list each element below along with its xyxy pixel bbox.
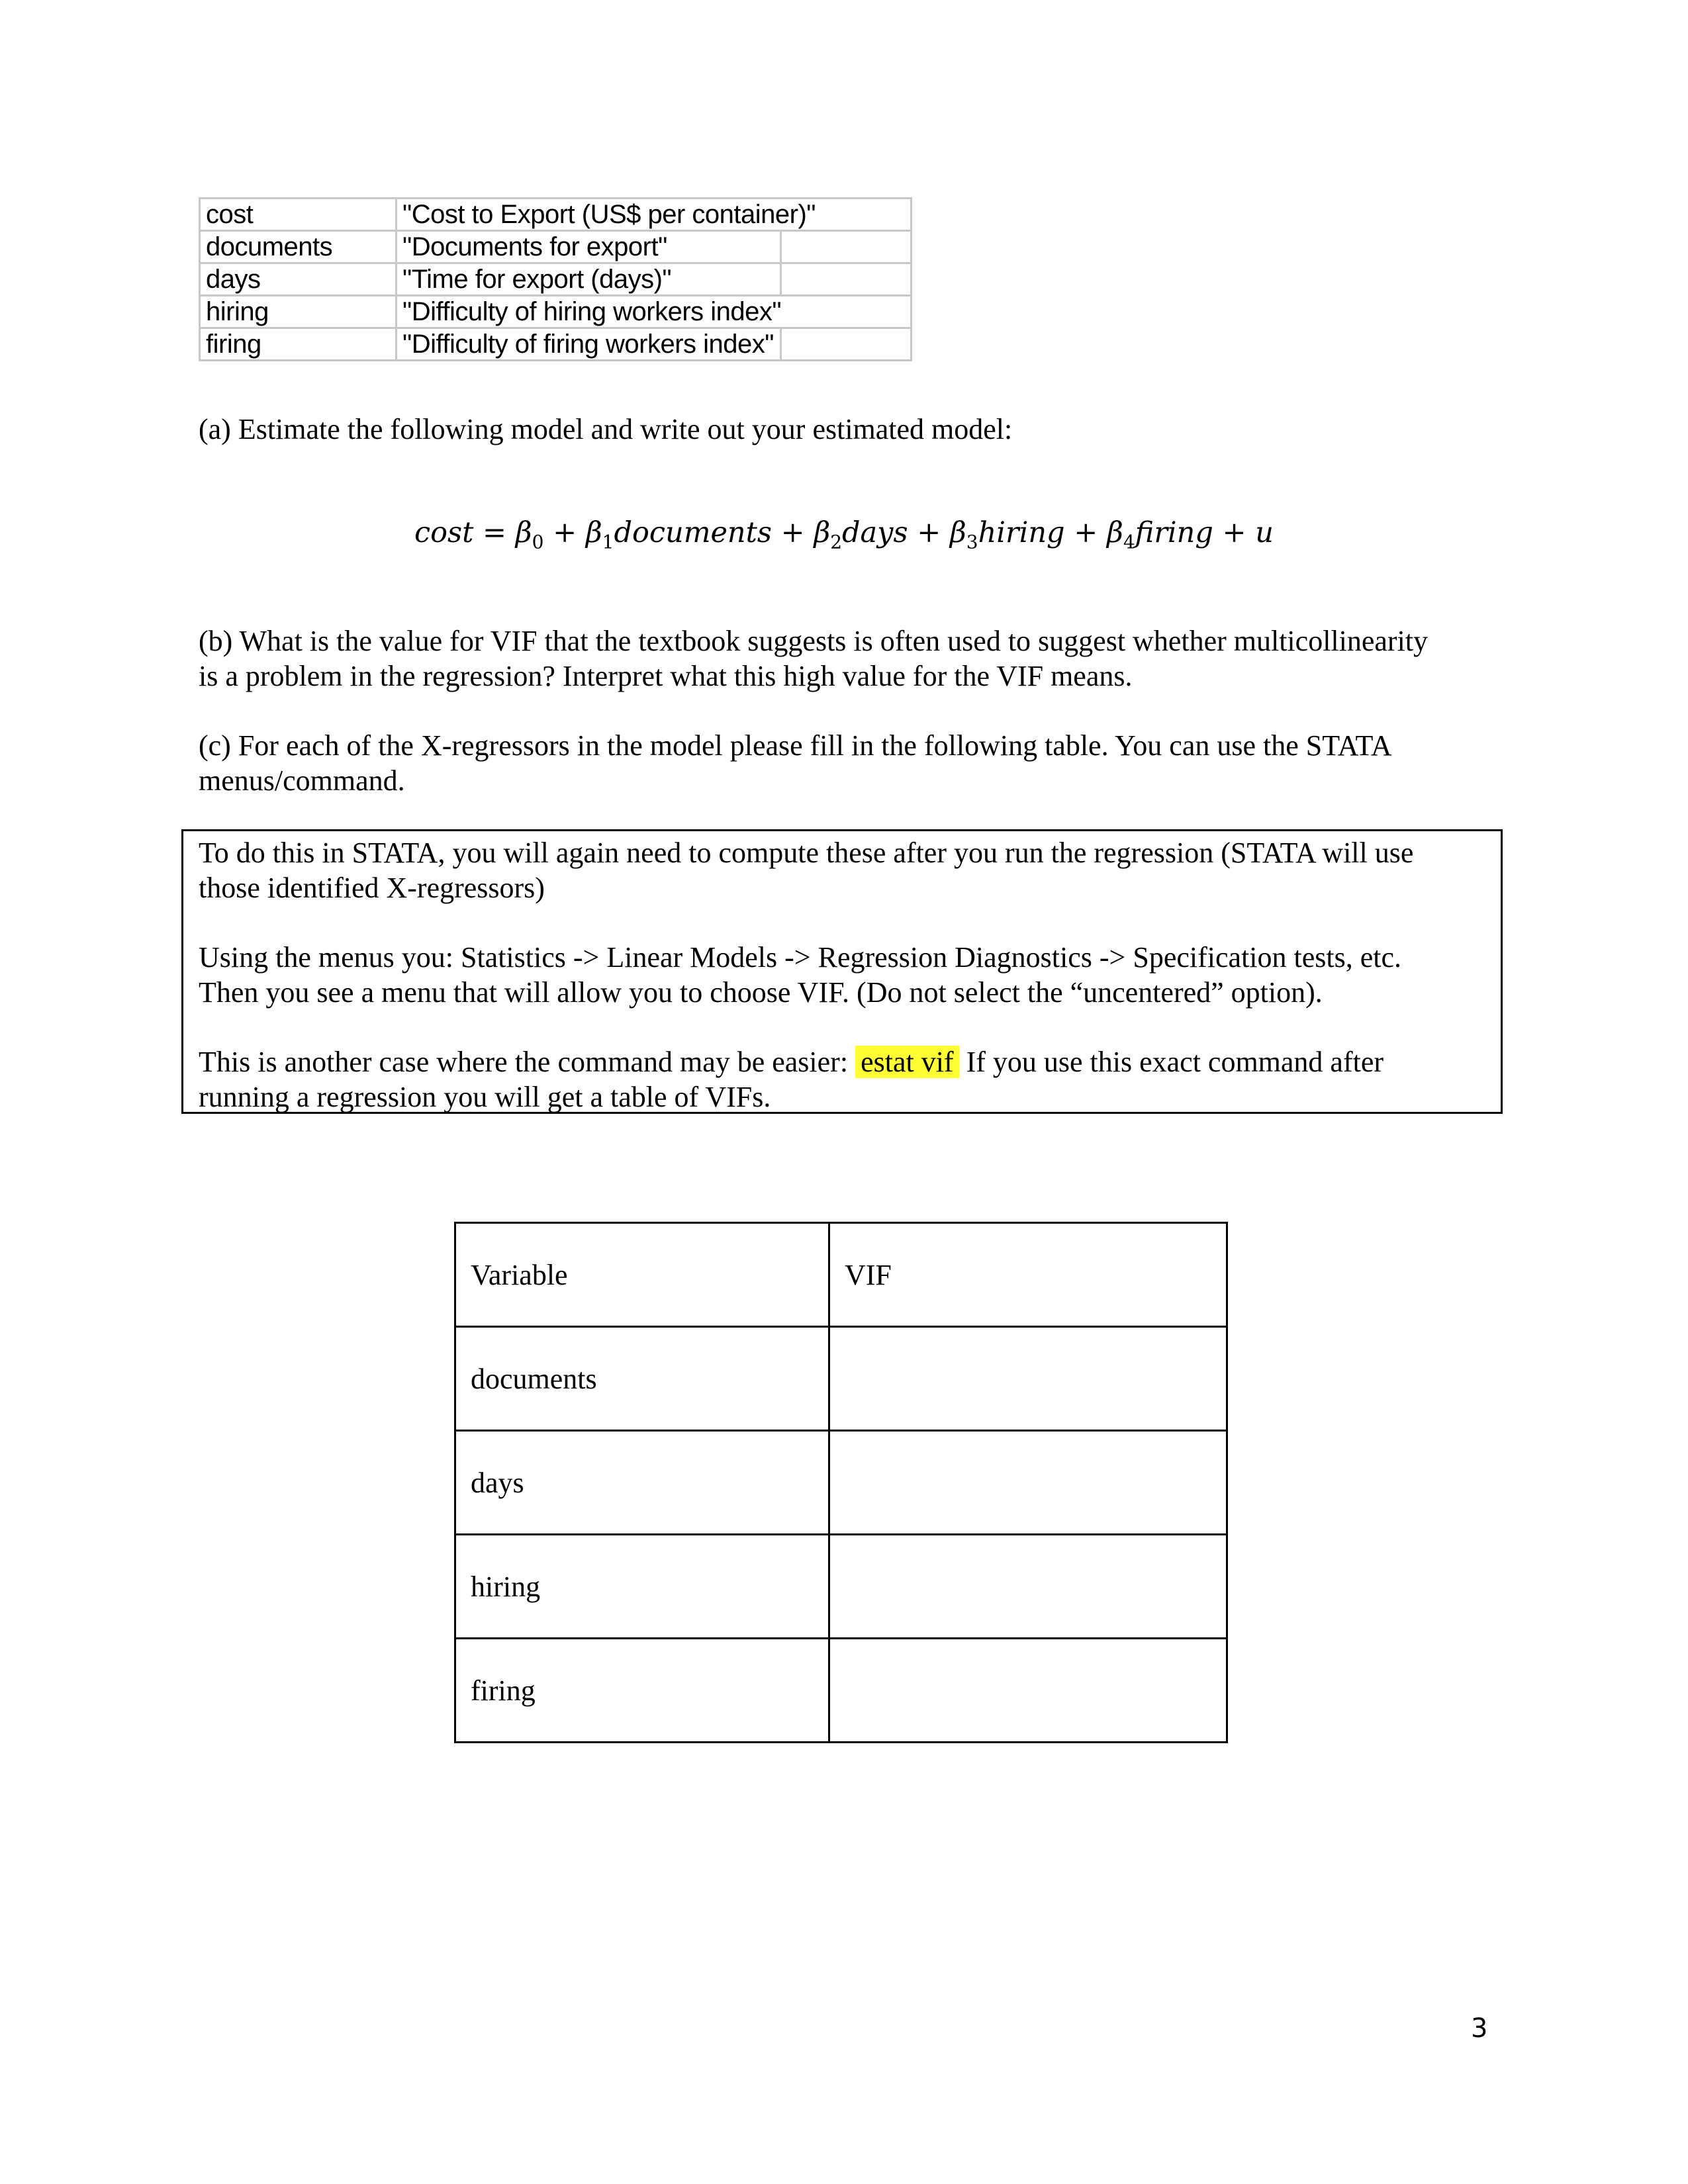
variables-table xyxy=(199,197,912,361)
row-variable: hiring xyxy=(455,1535,829,1639)
instructions-paragraph-1 xyxy=(199,835,1413,905)
eq-beta3-sub: 3 xyxy=(966,531,978,553)
variable-label: "Documents for export" xyxy=(397,231,781,263)
table-row xyxy=(200,328,912,361)
eq-var2: days xyxy=(842,516,908,549)
eq-plus: + xyxy=(1064,516,1107,549)
eq-error: u xyxy=(1255,516,1274,549)
variable-name: documents xyxy=(200,231,397,263)
instructions-text: those identified X-regressors) xyxy=(199,872,545,904)
variable-label: "Time for export (days)" xyxy=(397,263,781,296)
vif-table xyxy=(454,1222,1228,1743)
eq-equals: = xyxy=(473,516,516,549)
table-row xyxy=(200,263,912,296)
regression-equation xyxy=(0,516,1688,553)
row-variable: firing xyxy=(455,1639,829,1743)
row-vif-input[interactable] xyxy=(829,1639,1227,1743)
question-b-line1: (b) What is the value for VIF that the textbook suggests is often used to suggest whether multicollinearity xyxy=(199,625,1429,657)
header-variable: Variable xyxy=(455,1223,829,1327)
question-b xyxy=(199,623,1428,694)
question-c xyxy=(199,728,1392,798)
eq-beta1-sub: 1 xyxy=(602,531,614,553)
instructions-text: If you use this exact command after xyxy=(966,1046,1384,1078)
row-vif-input[interactable] xyxy=(829,1431,1227,1535)
page-number: 3 xyxy=(1471,2013,1488,2044)
row-variable: documents xyxy=(455,1327,829,1431)
table-header-row xyxy=(455,1223,1227,1327)
question-a: (a) Estimate the following model and write out your estimated model: xyxy=(199,413,1013,445)
row-variable: days xyxy=(455,1431,829,1535)
variable-label: "Cost to Export (US$ per container)" xyxy=(397,199,912,231)
variable-label: "Difficulty of hiring workers index" xyxy=(397,296,912,328)
question-c-line2: menus/command. xyxy=(199,764,405,797)
instructions-text: Using the menus you: Statistics -> Linear Models -> Regression Diagnostics -> Specification tests, etc. xyxy=(199,941,1402,974)
variable-name: cost xyxy=(200,199,397,231)
eq-beta1: β xyxy=(585,516,602,549)
instructions-paragraph-2 xyxy=(199,940,1401,1010)
eq-beta0: β xyxy=(515,516,532,549)
variable-name: days xyxy=(200,263,397,296)
table-row xyxy=(455,1535,1227,1639)
row-vif-input[interactable] xyxy=(829,1535,1227,1639)
instructions-text: Then you see a menu that will allow you to choose VIF. (Do not select the “uncentered” option). xyxy=(199,976,1323,1009)
table-row xyxy=(200,199,912,231)
empty-cell xyxy=(781,328,912,361)
instructions-paragraph-3 xyxy=(199,1044,1383,1115)
row-vif-input[interactable] xyxy=(829,1327,1227,1431)
instructions-text: This is another case where the command may be easier: xyxy=(199,1046,849,1078)
question-c-line1: (c) For each of the X-regressors in the model please fill in the following table. You can use the STATA xyxy=(199,729,1392,762)
question-b-line2: is a problem in the regression? Interpret what this high value for the VIF means. xyxy=(199,660,1133,692)
variable-label: "Difficulty of firing workers index" xyxy=(397,328,781,361)
eq-beta4-sub: 4 xyxy=(1123,531,1135,553)
eq-beta3: β xyxy=(949,516,966,549)
instructions-text: To do this in STATA, you will again need to compute these after you run the regression (STATA will use xyxy=(199,837,1414,869)
eq-var4: firing xyxy=(1135,516,1213,549)
eq-plus: + xyxy=(908,516,950,549)
empty-cell xyxy=(781,263,912,296)
eq-plus: + xyxy=(1213,516,1256,549)
eq-plus: + xyxy=(771,516,814,549)
empty-cell xyxy=(781,231,912,263)
variable-name: firing xyxy=(200,328,397,361)
eq-plus: + xyxy=(543,516,586,549)
eq-beta2: β xyxy=(814,516,831,549)
variable-name: hiring xyxy=(200,296,397,328)
table-row xyxy=(455,1327,1227,1431)
table-row xyxy=(200,296,912,328)
eq-var1: documents xyxy=(614,516,772,549)
command-highlight: estat vif xyxy=(855,1046,959,1078)
eq-var3: hiring xyxy=(978,516,1065,549)
header-vif: VIF xyxy=(829,1223,1227,1327)
instructions-text: running a regression you will get a table of VIFs. xyxy=(199,1081,771,1113)
eq-beta2-sub: 2 xyxy=(830,531,843,553)
instructions-line xyxy=(199,1044,1383,1079)
table-row xyxy=(200,231,912,263)
eq-lhs: cost xyxy=(414,516,474,549)
eq-beta4: β xyxy=(1106,516,1123,549)
table-row xyxy=(455,1639,1227,1743)
table-row xyxy=(455,1431,1227,1535)
eq-beta0-sub: 0 xyxy=(532,531,544,553)
